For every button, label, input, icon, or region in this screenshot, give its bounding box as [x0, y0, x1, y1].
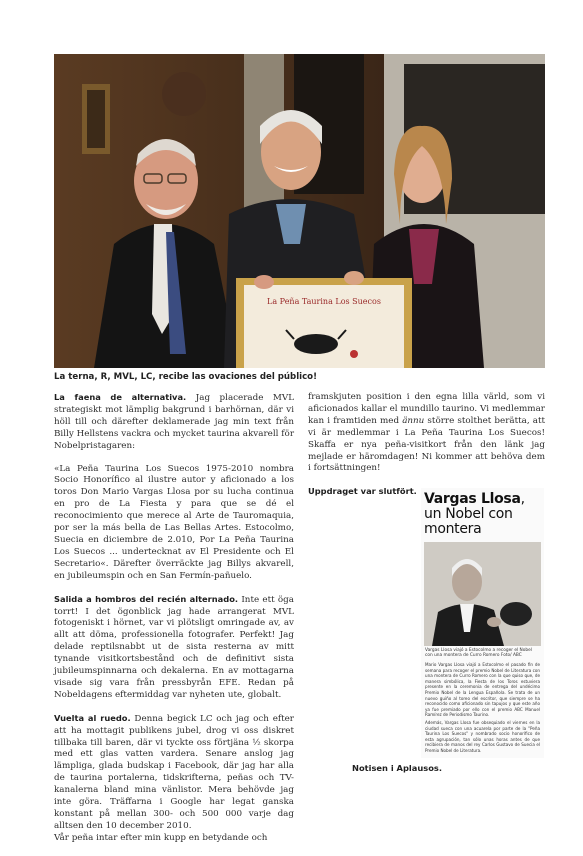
- clipping-headline-bold: Vargas Llosa: [424, 491, 521, 507]
- left-column: [54, 392, 294, 856]
- signoff: Uppdraget var slutfört.: [308, 486, 417, 497]
- clipping-source: Notisen i Aplausos.: [352, 763, 442, 773]
- clipping-headline: [421, 488, 544, 537]
- paragraph-tail: Vår peña intar efter min kupp en betydande och: [54, 832, 268, 843]
- clipping-paragraph-2: Además, Vargas Llosa fue obsequiado el viernes en la ciudad sueca con una acuarela por parte de la "Peña Taurina Los Suecos" y nombrado socio honorífico de esta agrupación, tan sólo unas horas antes de que recibiera de manos del rey Carlos Gustavo de Suecia el Premio Nobel de Literatura.: [425, 719, 540, 753]
- clipping-paragraph-1: Mario Vargas Llosa viajó a Estocolmo el pasado fin de semana para recoger el premio Nobel de Literatura con una montera de Curro Romero con la que quiso que, de manera simbólica, la Fiesta de los Toros estuviera presente en la ceremonia de entrega del undécimo Premio Nobel de la Lengua Española. Se trata de un nuevo guiño al toreo del escritor, que siempre se ha reconocido como aficionado sin tapujos y que este año ya fue premiado por ello con el premio ABC Manuel Ramírez de Periodismo Taurino.: [425, 662, 540, 718]
- paragraph-salida: [54, 594, 294, 702]
- continuation-text-b: större stolthet berätta, att vi är medlemmar i La Peña Taurina Los Suecos! Skaffa er nya peña-visitkort från den länk jag mejlade er häromdagen! Ni kommer att behöva dem i fortsättningen!: [308, 415, 545, 474]
- clipping-photo-caption: Vargas Llosa viajó a Estocolmo a recoger el Nobel con una montera de Curro Romero Foto/ ABC: [425, 648, 532, 658]
- paragraph-continuation: [308, 392, 545, 475]
- main-photo: [54, 54, 545, 368]
- continuation-emphasis: ännu: [402, 415, 425, 426]
- section-text-vuelta: Denna begick LC och jag och efter att ha mottagit publikens jubel, drog vi oss diskret tillbaka till baren, där vi tyckte oss förtjäna ½ skorpa med ett glas vatten vardera. Senare anslog jag lämpliga, glada budskap i Facebook, där jag har alla de taurina portalerna, tidskrifterna, peñas och TV-kanalerna bland mina vänlistor. Mera behövde jag inte göra. Träffarna i Google har legat ganska konstant på mellan 300- och 500 000 varje dag alltsen den 10 december 2010.: [54, 713, 294, 831]
- clipping-photo: [424, 542, 541, 646]
- paragraph-vuelta: [54, 713, 294, 833]
- continuation-text-a: framskjuten position i den egna lilla värld, som vi aficionados kallar el mundillo taurino. Vi medlemmar kan i framtiden med: [308, 392, 545, 426]
- section-text-salida: Inte ett öga torrt! I det ögonblick jag hade arrangerat MVL fotogeniskt i hörnet, var vi plötsligt omringade av, av allt att döma, professionella fotografer. Perfekt! Jag delade reptilsnabbt ut de sista resterna av mitt tynande visitkortsbestånd och de definitivt sista jubileumspinnarna och dekalerna. En av mottagarna visade sig vara från pressbyrån EFE. Redan på Nobeldagens eftermiddag var nyheten ute, globalt.: [54, 594, 294, 700]
- paragraph-alternativa: [54, 392, 294, 453]
- newspaper-clipping: [421, 488, 544, 758]
- section-lead-alternativa: La faena de alternativa.: [54, 392, 187, 402]
- poster-title: La Peña Taurina Los Suecos: [267, 297, 381, 306]
- clipping-body: [421, 658, 544, 754]
- paragraph-quote: «La Peña Taurina Los Suecos 1975-2010 nombra Socio Honorífico al ilustre autor y aficionado a los toros Don Mario Vargas Llosa por su lucha continua en pro de La Fiesta y para que se dé el reconocimiento que merece al Arte de Tauromaquia, por ser la más bella de Las Bellas Artes. Estocolmo, Suecia en diciembre de 2.010, Por La Peña Taurina Los Suecos ... undertecknat av El Presidente och El Secretario«. Därefter överräckte jag Billys akvarell, en jubileumspin och en San Fermín-pañuelo.: [54, 463, 294, 581]
- main-photo-illustration: [54, 54, 545, 368]
- section-text-alternativa: Jag placerade MVL strategiskt mot lämplig bakgrund i barhörnan, där vi höll till och därefter deklamerade jag min text från Billy Hellstens vackra och mycket taurina akvarell för Nobelpristagaren:: [54, 393, 294, 451]
- section-lead-salida: Salida a hombros del recién alternado.: [54, 593, 239, 604]
- clipping-headline-rest: , un Nobel con montera: [424, 491, 525, 537]
- section-lead-vuelta: Vuelta al ruedo.: [54, 712, 131, 723]
- clipping-photo-illustration: [424, 542, 541, 646]
- photo-caption: La terna, R, MVL, LC, recibe las ovaciones del público!: [54, 372, 318, 382]
